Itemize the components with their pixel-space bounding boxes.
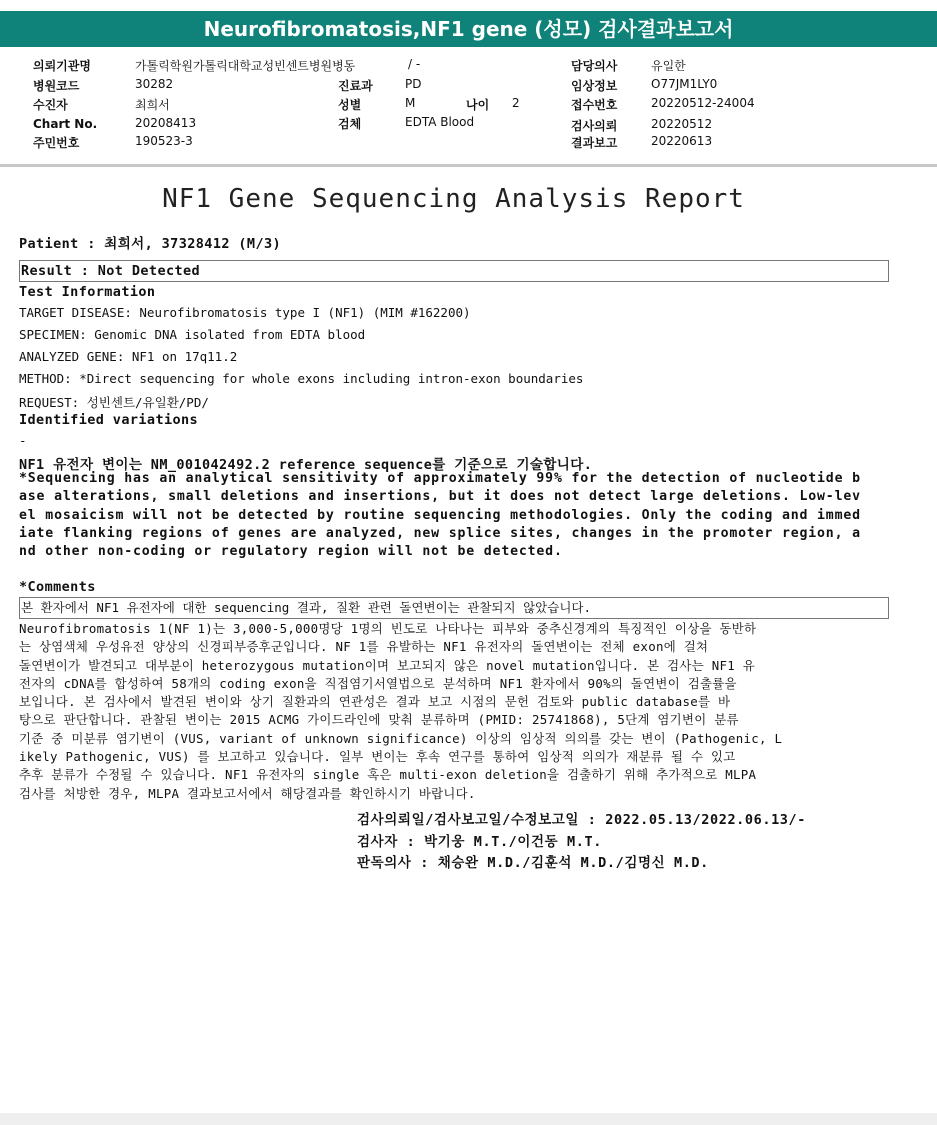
report-title: NF1 Gene Sequencing Analysis Report	[162, 184, 745, 214]
label-doctor: 담당의사	[571, 59, 618, 73]
examiners-line: 검사자 : 박기웅 M.T./이건동 M.T.	[357, 834, 602, 850]
value-sex: M	[405, 96, 416, 110]
comments-heading: *Comments	[19, 579, 96, 595]
value-resident: 190523-3	[135, 134, 193, 148]
label-sex: 성별	[338, 98, 362, 112]
value-receipt: 20220512-24004	[651, 96, 755, 110]
comment-line: 검사를 처방한 경우, MLPA 결과보고서에서 해당결과를 확인하시기 바랍니다.	[19, 785, 476, 801]
label-hospital-code: 병원코드	[33, 79, 80, 93]
dates-line: 검사의뢰일/검사보고일/수정보고일 : 2022.05.13/2022.06.13/-	[357, 812, 806, 828]
comments-body	[19, 620, 782, 803]
value-result-date: 20220613	[651, 134, 713, 148]
label-specimen: 검체	[338, 117, 362, 131]
request-line: REQUEST: 성빈센트/유일환/PD/	[19, 395, 209, 410]
value-specimen: EDTA Blood	[405, 115, 475, 129]
label-recipient: 수진자	[33, 98, 68, 112]
value-recipient: 최희서	[135, 98, 170, 112]
identified-value: -	[19, 433, 27, 448]
comment-line: Neurofibromatosis 1(NF 1)는 3,000-5,000명당 1명의 빈도로 나타나는 피부와 중추신경계의 특징적인 이상을 동반하	[19, 621, 757, 636]
specimen-line: SPECIMEN: Genomic DNA isolated from EDTA blood	[19, 327, 366, 342]
value-ward: / -	[408, 57, 421, 71]
bottom-strip	[0, 1113, 937, 1125]
test-info-heading: Test Information	[19, 284, 156, 300]
identified-heading: Identified variations	[19, 412, 199, 428]
value-chart: 20208413	[135, 116, 197, 130]
target-disease: TARGET DISEASE: Neurofibromatosis type I (NF1) (MIM #162200)	[19, 305, 471, 320]
sensitivity-line: *Sequencing has an analytical sensitivity of approximately 99% for the detection of nucleotide b	[19, 471, 861, 486]
label-age: 나이	[466, 98, 490, 112]
label-clinical: 임상정보	[571, 79, 618, 93]
value-age: 2	[512, 96, 520, 110]
label-receipt: 접수번호	[571, 98, 618, 112]
label-department: 진료과	[338, 79, 373, 93]
comment-line: 탕으로 판단합니다. 관찰된 변이는 2015 ACMG 가이드라인에 맞춰 분류하며 (PMID: 25741868), 5단계 염기변이 분류	[19, 712, 739, 728]
report-body	[0, 168, 937, 1112]
sensitivity-line: el mosaicism will not be detected by routine sequencing methodologies. Only the coding and immed	[19, 507, 861, 523]
value-department: PD	[405, 77, 422, 91]
comment-line: ikely Pathogenic, VUS) 를 보고하고 있습니다. 일부 변이는 후속 연구를 통하여 임상적 의의가 재분류 될 수 있고	[19, 749, 736, 765]
reference-note: NF1 유전자 변이는 NM_001042492.2 reference sequence를 기준으로 기술합니다.	[19, 457, 593, 473]
comment-line: 보입니다. 본 검사에서 발견된 변이와 상기 질환과의 연관성은 결과 보고 시점의 문헌 검토와 public database를 바	[19, 694, 731, 710]
value-doctor: 유일한	[651, 59, 686, 73]
pathologists-line: 판독의사 : 채승완 M.D./김훈석 M.D./김명신 M.D.	[357, 855, 709, 871]
value-clinical: O77JM1LY0	[651, 77, 718, 91]
sensitivity-line: ase alterations, small deletions and insertions, but it does not detect large deletions. Low-lev	[19, 489, 861, 505]
method-line: METHOD: *Direct sequencing for whole exons including intron-exon boundaries	[19, 371, 584, 386]
comment-line: 기준 중 미분류 염기변이 (VUS, variant of unknown significance) 이상의 임상적 의의를 갖는 변이 (Pathogenic, L	[19, 730, 783, 746]
comment-line: 전자의 cDNA를 합성하여 58개의 coding exon을 직접염기서열법으로 분석하며 NF1 환자에서 90%의 돌연변이 검출률을	[19, 675, 737, 691]
value-institution: 가톨릭학원가톨릭대학교성빈센트병원병동	[135, 59, 356, 73]
value-hospital-code: 30282	[135, 77, 174, 91]
result-box: Result : Not Detected	[19, 260, 889, 282]
analyzed-gene: ANALYZED GENE: NF1 on 17q11.2	[19, 349, 238, 364]
sensitivity-line: nd other non-coding or regulatory region will not be detected.	[19, 544, 563, 560]
comments-boxed: 본 환자에서 NF1 유전자에 대한 sequencing 결과, 질환 관련 돌연변이는 관찰되지 않았습니다.	[19, 597, 889, 619]
report-banner-title: Neurofibromatosis,NF1 gene (성모) 검사결과보고서	[0, 11, 937, 47]
comment-line: 는 상염색체 우성유전 양상의 신경피부증후군입니다. NF 1를 유발하는 NF1 유전자의 돌연변이는 전체 exon에 걸쳐	[19, 639, 709, 655]
label-request: 검사의뢰	[571, 119, 618, 133]
label-institution: 의뢰기관명	[33, 59, 91, 73]
label-result-date: 결과보고	[571, 136, 618, 150]
sensitivity-note	[19, 470, 861, 561]
comment-line: 추후 분류가 수정될 수 있습니다. NF1 유전자의 single 혹은 multi-exon deletion을 검출하기 위해 추가적으로 MLPA	[19, 767, 757, 783]
label-chart: Chart No.	[33, 117, 98, 131]
comment-line: 돌연변이가 발견되고 대부분이 heterozygous mutation이며 보고되지 않은 novel mutation입니다. 본 검사는 NF1 유	[19, 657, 756, 673]
label-resident: 주민번호	[33, 136, 80, 150]
header-divider	[0, 164, 937, 167]
patient-line: Patient : 최희서, 37328412 (M/3)	[19, 236, 282, 252]
sensitivity-line: iate flanking regions of genes are analyzed, new splice sites, changes in the promoter region, a	[19, 525, 861, 541]
value-request: 20220512	[651, 117, 713, 131]
